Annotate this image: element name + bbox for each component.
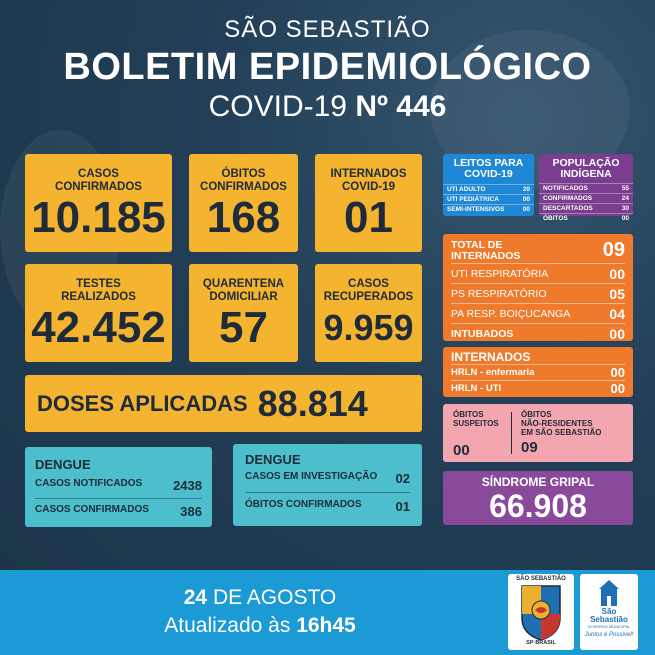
internados-row-label: UTI RESPIRATÓRIA bbox=[451, 267, 549, 280]
subtitle-prefix: COVID-19 bbox=[208, 90, 347, 123]
pop-row-value: 30 bbox=[621, 205, 629, 212]
pop-row bbox=[539, 213, 633, 223]
leitos-row-value: 00 bbox=[522, 206, 530, 213]
card-testes-realizados bbox=[25, 264, 172, 362]
crest-caption: SÃO SEBASTIÃO bbox=[516, 576, 566, 582]
dengue-row-value: 2438 bbox=[173, 478, 202, 493]
dengue-box-notificados bbox=[25, 447, 212, 527]
pop-row-label: ÓBITOS bbox=[543, 215, 568, 222]
leitos-row-label: SEMI-INTENSIVOS bbox=[447, 206, 505, 213]
internados-row-label: PS RESPIRATÓRIO bbox=[451, 287, 547, 300]
card-label: COVID-19 bbox=[341, 181, 396, 193]
pop-row-value: 24 bbox=[621, 195, 629, 202]
leitos-row-value: 00 bbox=[522, 196, 530, 203]
obitos-suspeitos-box bbox=[443, 404, 633, 462]
church-icon bbox=[580, 576, 638, 610]
obitos-label: SUSPEITOS bbox=[453, 419, 499, 428]
card-label: CASOS bbox=[78, 168, 119, 180]
sindrome-label: SÍNDROME GRIPAL bbox=[481, 475, 595, 489]
logo-slogan: Juntos é Possível! bbox=[584, 632, 634, 638]
internados-row-value: 00 bbox=[609, 265, 625, 282]
internados-row-label: PA RESP. BOIÇUCANGA bbox=[451, 307, 571, 320]
card-label: RECUPERADOS bbox=[323, 291, 414, 303]
card-label: QUARENTENA bbox=[202, 278, 285, 290]
total-internados-row bbox=[451, 238, 625, 264]
card-value: 168 bbox=[206, 193, 281, 242]
card-label: CONFIRMADOS bbox=[55, 181, 142, 193]
dengue-row bbox=[245, 471, 410, 486]
populacao-indigena-box bbox=[539, 154, 633, 222]
bulletin-date bbox=[0, 586, 520, 610]
dengue-row-value: 01 bbox=[395, 499, 410, 514]
date-month: DE AGOSTO bbox=[212, 586, 337, 609]
card-label: TESTES bbox=[76, 278, 121, 290]
bulletin-subtitle bbox=[0, 90, 655, 124]
leitos-row bbox=[443, 194, 534, 204]
card-label: ÓBITOS bbox=[221, 168, 266, 180]
internados-row-value: 04 bbox=[609, 305, 625, 322]
hrln-internados-box bbox=[443, 347, 633, 397]
total-internados-box bbox=[443, 234, 633, 341]
leitos-title: LEITOS PARA bbox=[453, 157, 524, 169]
leitos-row-label: UTI PEDIÁTRICA bbox=[447, 196, 499, 203]
card-value: 57 bbox=[219, 303, 268, 352]
internados-row bbox=[451, 324, 625, 344]
dengue-title: DENGUE bbox=[245, 452, 301, 467]
card-value: 10.185 bbox=[31, 193, 166, 242]
date-day: 24 bbox=[183, 586, 208, 609]
divider bbox=[511, 412, 512, 454]
pop-row bbox=[539, 203, 633, 213]
pop-row bbox=[539, 193, 633, 203]
hrln-title: INTERNADOS bbox=[451, 350, 531, 364]
updated-prefix: Atualizado às bbox=[164, 614, 291, 637]
dengue-title: DENGUE bbox=[35, 457, 91, 472]
dengue-row-label: CASOS NOTIFICADOS bbox=[35, 478, 143, 489]
doses-value: 88.814 bbox=[257, 382, 368, 424]
card-quarentena-domiciliar bbox=[189, 264, 298, 362]
pop-title: POPULAÇÃO bbox=[552, 157, 620, 169]
pop-row-label: DESCARTADOS bbox=[543, 205, 593, 212]
sindrome-gripal-box bbox=[443, 471, 633, 525]
dengue-row-label: ÓBITOS CONFIRMADOS bbox=[245, 499, 362, 510]
internados-row bbox=[451, 264, 625, 284]
card-casos-recuperados bbox=[315, 264, 422, 362]
dengue-row bbox=[245, 499, 410, 514]
card-label: REALIZADOS bbox=[61, 291, 136, 303]
bulletin-title: BOLETIM EPIDEMIOLÓGICO bbox=[63, 46, 592, 88]
dengue-row-value: 02 bbox=[395, 471, 410, 486]
card-value: 9.959 bbox=[323, 307, 414, 348]
hrln-row bbox=[451, 380, 625, 396]
dengue-row-label: CASOS CONFIRMADOS bbox=[35, 504, 149, 515]
card-label: DOMICILIAR bbox=[209, 291, 278, 303]
leitos-row bbox=[443, 204, 534, 214]
dengue-row bbox=[35, 504, 202, 519]
total-value: 09 bbox=[602, 239, 625, 261]
obitos-nao-residentes-value: 09 bbox=[521, 439, 538, 456]
card-value: 42.452 bbox=[31, 303, 166, 352]
logo-name: Sebastião bbox=[590, 615, 628, 624]
card-obitos-confirmados bbox=[189, 154, 298, 252]
leitos-title: COVID-19 bbox=[464, 168, 513, 180]
card-doses-aplicadas bbox=[25, 375, 422, 432]
obitos-label: ÓBITOS bbox=[521, 410, 552, 419]
pop-row bbox=[539, 183, 633, 193]
total-label: TOTAL DE bbox=[451, 238, 503, 251]
obitos-label: NÃO-RESIDENTES bbox=[521, 419, 593, 428]
internados-row-value: 05 bbox=[609, 285, 625, 302]
crest-caption: SP·BRASIL bbox=[526, 640, 556, 646]
card-label: CONFIRMADOS bbox=[200, 181, 287, 193]
card-casos-confirmados bbox=[25, 154, 172, 252]
hrln-row-label: HRLN - enfermaria bbox=[451, 367, 535, 378]
card-label: CASOS bbox=[348, 278, 389, 290]
updated-time bbox=[0, 614, 520, 638]
internados-row bbox=[451, 304, 625, 324]
internados-row bbox=[451, 284, 625, 304]
leitos-covid-box bbox=[443, 154, 534, 216]
leitos-row bbox=[443, 184, 534, 194]
dengue-box-investigacao bbox=[233, 444, 422, 526]
card-label: INTERNADOS bbox=[330, 168, 407, 180]
leitos-row-label: UTI ADULTO bbox=[447, 186, 486, 193]
leitos-row-value: 20 bbox=[522, 186, 530, 193]
card-value: 01 bbox=[344, 193, 393, 242]
crest-icon bbox=[508, 574, 574, 650]
divider bbox=[245, 492, 410, 493]
internados-row-value: 00 bbox=[609, 326, 625, 342]
card-internados-covid bbox=[315, 154, 422, 252]
hrln-row-value: 00 bbox=[610, 365, 625, 380]
city-crest-logo bbox=[508, 574, 574, 650]
pop-row-value: 55 bbox=[621, 185, 629, 192]
logo-name: São bbox=[601, 607, 617, 616]
pop-row-value: 00 bbox=[621, 215, 629, 222]
divider bbox=[35, 498, 202, 499]
bulletin-number: Nº 446 bbox=[355, 90, 447, 123]
hrln-row bbox=[451, 364, 625, 380]
pop-title: INDÍGENA bbox=[560, 168, 612, 180]
updated-hour: 16h45 bbox=[296, 614, 356, 637]
pop-row-label: CONFIRMADOS bbox=[543, 195, 593, 202]
obitos-suspeitos-value: 00 bbox=[453, 442, 470, 459]
total-label: INTERNADOS bbox=[451, 249, 521, 262]
hrln-row-label: HRLN - UTI bbox=[451, 383, 502, 394]
dengue-row-label: CASOS EM INVESTIGAÇÃO bbox=[245, 471, 378, 482]
obitos-label: EM SÃO SEBASTIÃO bbox=[521, 428, 602, 437]
sindrome-value: 66.908 bbox=[489, 488, 587, 524]
city-name: SÃO SEBASTIÃO bbox=[224, 16, 431, 43]
municipal-logo bbox=[580, 574, 638, 650]
hrln-row-value: 00 bbox=[610, 381, 625, 396]
logo-tag: GOVERNO MUNICIPAL bbox=[587, 624, 631, 629]
dengue-row bbox=[35, 478, 202, 493]
dengue-row-value: 386 bbox=[180, 504, 202, 519]
obitos-label: ÓBITOS bbox=[453, 410, 484, 419]
doses-label: DOSES APLICADAS bbox=[37, 390, 248, 416]
pop-row-label: NOTIFICADOS bbox=[543, 185, 588, 192]
internados-row-label: INTUBADOS bbox=[451, 328, 514, 340]
